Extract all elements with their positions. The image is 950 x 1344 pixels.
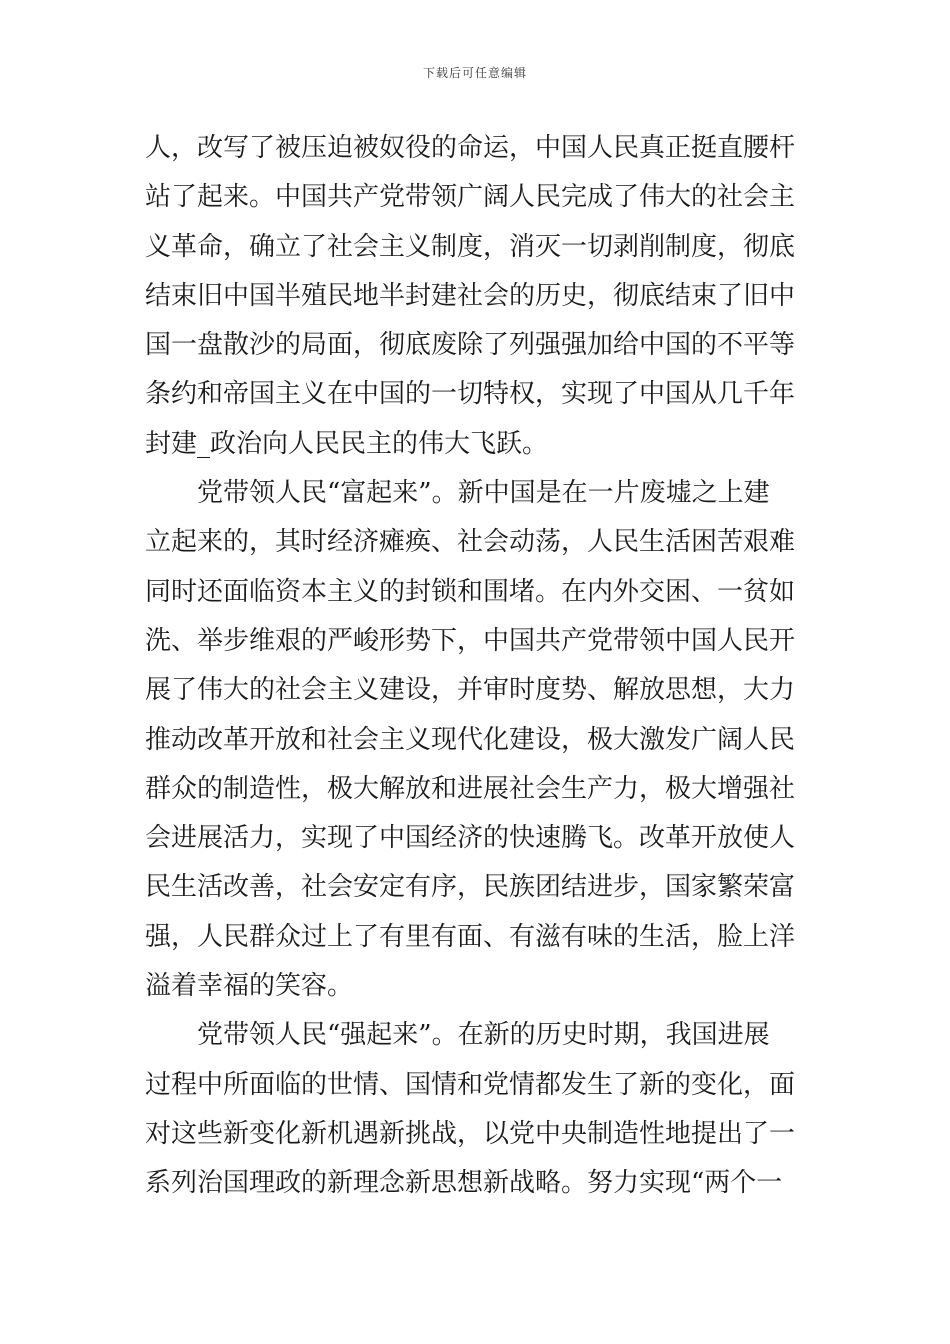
text-line: 人，改写了被压迫被奴役的命运，中国人民真正挺直腰杆 bbox=[145, 133, 796, 163]
text-line: 民生活改善，社会安定有序，民族团结进步，国家繁荣富 bbox=[145, 872, 796, 903]
page-header: 下载后可任意编辑 bbox=[422, 66, 527, 80]
text-line: 站了起来。中国共产党带领广阔人民完成了伟大的社会主 bbox=[145, 182, 796, 213]
text-line: 会进展活力，实现了中国经济的快速腾飞。改革开放使人 bbox=[145, 823, 796, 854]
paragraph-start-line: 党带领人民“富起来”。新中国是在一片废墟之上建 bbox=[197, 478, 770, 509]
body-text bbox=[145, 124, 810, 1209]
text-line: 立起来的，其时经济瘫痪、社会动荡，人民生活困苦艰难 bbox=[145, 527, 796, 558]
text-line: 群众的制造性，极大解放和进展社会生产力，极大增强社 bbox=[145, 773, 796, 804]
text-line: 强，人民群众过上了有里有面、有滋有味的生活，脸上洋 bbox=[145, 921, 796, 952]
paragraph-start-line: 党带领人民“强起来”。在新的历史时期，我国进展 bbox=[197, 1020, 770, 1051]
text-line: 推动改革开放和社会主义现代化建设，极大激发广阔人民 bbox=[145, 724, 796, 755]
text-line: 封建_政治向人民民主的伟大飞跃。 bbox=[145, 428, 549, 459]
text-line: 洗、举步维艰的严峻形势下，中国共产党带领中国人民开 bbox=[145, 625, 796, 656]
text-line: 结束旧中国半殖民地半封建社会的历史，彻底结束了旧中 bbox=[145, 280, 796, 311]
text-line: 对这些新变化新机遇新挑战，以党中央制造性地提出了一 bbox=[145, 1118, 796, 1149]
text-line: 系列治国理政的新理念新思想新战略。努力实现“两个一 bbox=[145, 1168, 783, 1199]
text-line: 义革命，确立了社会主义制度，消灭一切剥削制度，彻底 bbox=[145, 231, 796, 262]
text-line: 过程中所面临的世情、国情和党情都发生了新的变化，面 bbox=[145, 1069, 796, 1100]
text-line: 展了伟大的社会主义建设，并审时度势、解放思想，大力 bbox=[145, 675, 796, 706]
text-line: 溢着幸福的笑容。 bbox=[145, 971, 354, 1002]
text-line: 同时还面临资本主义的封锁和围堵。在内外交困、一贫如 bbox=[145, 576, 796, 607]
text-line: 条约和帝国主义在中国的一切特权，实现了中国从几千年 bbox=[145, 379, 796, 410]
text-line: 国一盘散沙的局面，彻底废除了列强强加给中国的不平等 bbox=[145, 330, 796, 361]
